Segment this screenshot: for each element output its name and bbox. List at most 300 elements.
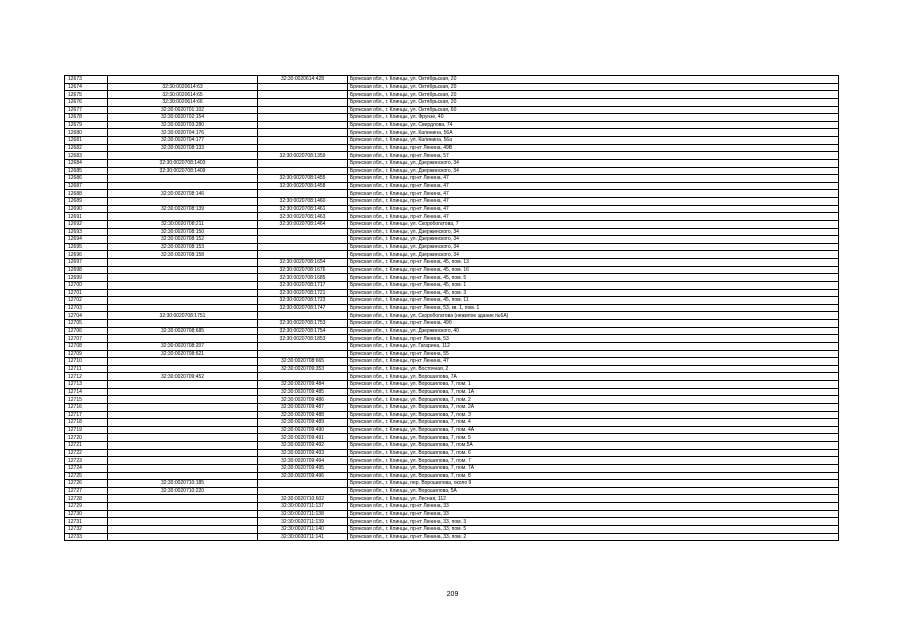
address-cell: Брянская обл., г. Клинцы, ул. Ворошилова, 7А (348, 373, 839, 381)
premises-cadastral-number-cell (258, 236, 348, 244)
premises-cadastral-number-cell: 32:30:0020711:141 (258, 533, 348, 541)
premises-cadastral-number-cell: 32:30:0020708:1754 (258, 327, 348, 335)
premises-cadastral-number-cell (258, 312, 348, 320)
cadastral-number-cell: 32:30:0020704:176 (108, 129, 258, 137)
premises-cadastral-number-cell: 32:30:0020709:484 (258, 381, 348, 389)
table-row (65, 411, 839, 419)
table-row (65, 342, 839, 350)
cadastral-number-cell (108, 495, 258, 503)
address-cell: Брянская обл., г. Клинцы, ул. Ворошилова, 7, пом. 1 (348, 381, 839, 389)
table-row (65, 327, 839, 335)
cadastral-number-cell (108, 442, 258, 450)
premises-cadastral-number-cell: 32:30:0020709:486 (258, 396, 348, 404)
row-number-cell: 12706 (65, 327, 108, 335)
address-cell: Брянская обл., г. Клинцы, ул. Ворошилова, 7, пом. 1А (348, 388, 839, 396)
table-row (65, 312, 839, 320)
table-row (65, 259, 839, 267)
table-row (65, 472, 839, 480)
address-cell: Брянская обл., г. Клинцы, пер. Ворошилова, около 9 (348, 480, 839, 488)
address-cell: Брянская обл., г. Клинцы, пр-кт Ленина, 33 (348, 503, 839, 511)
cadastral-number-cell (108, 525, 258, 533)
table-row (65, 91, 839, 99)
cadastral-number-cell: 32:30:0020708:150 (108, 228, 258, 236)
premises-cadastral-number-cell (258, 144, 348, 152)
address-cell: Брянская обл., г. Клинцы, пр-кт Ленина, 49б (348, 320, 839, 328)
table-row (65, 320, 839, 328)
row-number-cell: 12707 (65, 335, 108, 343)
table-row (65, 228, 839, 236)
cadastral-number-cell (108, 259, 258, 267)
row-number-cell: 12711 (65, 365, 108, 373)
row-number-cell: 12721 (65, 442, 108, 450)
table-row (65, 518, 839, 526)
premises-cadastral-number-cell: 32:30:0020708:1685 (258, 274, 348, 282)
row-number-cell: 12719 (65, 426, 108, 434)
row-number-cell: 12724 (65, 464, 108, 472)
address-cell: Брянская обл., г. Клинцы, ул. Ворошилова, 7, пом. 3 (348, 411, 839, 419)
row-number-cell: 12686 (65, 175, 108, 183)
row-number-cell: 12690 (65, 205, 108, 213)
row-number-cell: 12675 (65, 91, 108, 99)
table-row (65, 129, 839, 137)
table-row (65, 281, 839, 289)
cadastral-number-cell (108, 320, 258, 328)
table-row (65, 182, 839, 190)
table-row (65, 243, 839, 251)
address-cell: Брянская обл., г. Клинцы, ул. Октябрьская, 20 (348, 98, 839, 106)
address-cell: Брянская обл., г. Клинцы, пр-кт Ленина, 33, пом. 3 (348, 518, 839, 526)
row-number-cell: 12708 (65, 342, 108, 350)
cadastral-number-cell: 32:30:0020614:66 (108, 98, 258, 106)
table-row (65, 373, 839, 381)
cadastral-number-cell (108, 76, 258, 84)
cadastral-number-cell (108, 274, 258, 282)
premises-cadastral-number-cell: 32:30:0020709:487 (258, 403, 348, 411)
cadastral-number-cell (108, 213, 258, 221)
premises-cadastral-number-cell: 32:30:0020708:1717 (258, 281, 348, 289)
table-row (65, 335, 839, 343)
table-row (65, 144, 839, 152)
address-cell: Брянская обл., г. Клинцы, пр-кт Ленина, 53, кв. 1, пом. 1 (348, 304, 839, 312)
premises-cadastral-number-cell: 32:30:0020711:137 (258, 503, 348, 511)
table-row (65, 274, 839, 282)
cadastral-number-cell: 32:30:0020701:102 (108, 106, 258, 114)
row-number-cell: 12732 (65, 525, 108, 533)
row-number-cell: 12697 (65, 259, 108, 267)
row-number-cell: 12728 (65, 495, 108, 503)
table-row (65, 76, 839, 84)
row-number-cell: 12730 (65, 510, 108, 518)
premises-cadastral-number-cell (258, 106, 348, 114)
address-cell: Брянская обл., г. Клинцы, пр-кт Ленина, 53 (348, 335, 839, 343)
address-cell: Брянская обл., г. Клинцы, пр-кт Ленина, 47 (348, 175, 839, 183)
address-cell: Брянская обл., г. Клинцы, ул. Дзержинского, 34 (348, 159, 839, 167)
table-row (65, 381, 839, 389)
premises-cadastral-number-cell (258, 251, 348, 259)
premises-cadastral-number-cell: 32:30:0020708:1721 (258, 289, 348, 297)
row-number-cell: 12677 (65, 106, 108, 114)
premises-cadastral-number-cell: 32:30:0020711:138 (258, 510, 348, 518)
cadastral-number-cell: 32:30:0020708:152 (108, 236, 258, 244)
cadastral-number-cell: 32:30:0020704:177 (108, 137, 258, 145)
address-cell: Брянская обл., г. Клинцы, пр-кт Ленина, 49В (348, 144, 839, 152)
table-row (65, 533, 839, 541)
address-cell: Брянская обл., г. Клинцы, пр-кт Ленина, 55 (348, 350, 839, 358)
premises-cadastral-number-cell: 32:30:0020708:1753 (258, 320, 348, 328)
row-number-cell: 12709 (65, 350, 108, 358)
cadastral-number-cell (108, 434, 258, 442)
address-cell: Брянская обл., г. Клинцы, ул. Октябрьская, 20 (348, 76, 839, 84)
address-cell: Брянская обл., г. Клинцы, ул. Лесная, 112 (348, 495, 839, 503)
address-cell: Брянская обл., г. Клинцы, ул. Ворошилова, 7, пом.5А (348, 442, 839, 450)
address-cell: Брянская обл., г. Клинцы, ул. Свердлова, 74 (348, 121, 839, 129)
cadastral-number-cell (108, 182, 258, 190)
address-cell: Брянская обл., г. Клинцы, ул. Ворошилова, 7, пом. 2 (348, 396, 839, 404)
cadastral-number-cell (108, 266, 258, 274)
row-number-cell: 12681 (65, 137, 108, 145)
row-number-cell: 12729 (65, 503, 108, 511)
premises-cadastral-number-cell (258, 98, 348, 106)
address-cell: Брянская обл., г. Клинцы, ул. Дзержинского, 34 (348, 251, 839, 259)
premises-cadastral-number-cell: 32:30:0020709:488 (258, 411, 348, 419)
row-number-cell: 12685 (65, 167, 108, 175)
address-cell: Брянская обл., г. Клинцы, пр-кт Ленина, 47 (348, 358, 839, 366)
cadastral-number-cell (108, 198, 258, 206)
cadastral-number-cell (108, 518, 258, 526)
address-cell: Брянская обл., г. Клинцы, пр-кт Ленина, 45, пом. 1 (348, 281, 839, 289)
address-cell: Брянская обл., г. Клинцы, пр-кт Ленина, 47 (348, 182, 839, 190)
cadastral-number-cell: 32:30:0020708:207 (108, 342, 258, 350)
table-row (65, 464, 839, 472)
row-number-cell: 12710 (65, 358, 108, 366)
table-row (65, 167, 839, 175)
table-row (65, 114, 839, 122)
address-cell: Брянская обл., г. Клинцы, пр-кт Ленина, 47 (348, 198, 839, 206)
row-number-cell: 12689 (65, 198, 108, 206)
table-row (65, 121, 839, 129)
table-row (65, 83, 839, 91)
row-number-cell: 12684 (65, 159, 108, 167)
premises-cadastral-number-cell: 32:30:0020709:495 (258, 464, 348, 472)
cadastral-number-cell: 32:30:0020708:139 (108, 205, 258, 213)
cadastral-number-cell (108, 289, 258, 297)
cadastral-number-cell: 32:30:0020702:154 (108, 114, 258, 122)
premises-cadastral-number-cell (258, 373, 348, 381)
row-number-cell: 12698 (65, 266, 108, 274)
address-cell: Брянская обл., г. Клинцы, пр-кт Ленина, 33, пом. 5 (348, 525, 839, 533)
table-row (65, 220, 839, 228)
row-number-cell: 12718 (65, 419, 108, 427)
premises-cadastral-number-cell: 32:30:0020709:489 (258, 419, 348, 427)
address-cell: Брянская обл., г. Клинцы, ул. Скоробогатова, 7 (348, 220, 839, 228)
address-cell: Брянская обл., г. Клинцы, ул. Октябрьская, 20 (348, 91, 839, 99)
table-row (65, 403, 839, 411)
premises-cadastral-number-cell: 32:30:0020708:1460 (258, 198, 348, 206)
table-row (65, 388, 839, 396)
table-row (65, 525, 839, 533)
cadastral-number-cell (108, 388, 258, 396)
cadastral-number-cell (108, 449, 258, 457)
address-cell: Брянская обл., г. Клинцы, ул. Дзержинского, 34 (348, 228, 839, 236)
row-number-cell: 12702 (65, 297, 108, 305)
table-row (65, 289, 839, 297)
row-number-cell: 12692 (65, 220, 108, 228)
address-cell: Брянская обл., г. Клинцы, пр-кт Ленина, 45, пом. 13 (348, 259, 839, 267)
address-cell: Брянская обл., г. Клинцы, ул. Восточная, 2 (348, 365, 839, 373)
cadastral-number-cell: 32:30:0020708:133 (108, 144, 258, 152)
table-row (65, 396, 839, 404)
cadastral-number-cell (108, 175, 258, 183)
row-number-cell: 12726 (65, 480, 108, 488)
address-cell: Брянская обл., г. Клинцы, ул. Ворошилова, 7, пом. 6 (348, 449, 839, 457)
premises-cadastral-number-cell: 32:30:0020709:492 (258, 442, 348, 450)
address-cell: Брянская обл., г. Клинцы, ул. Дзержинского, 34 (348, 236, 839, 244)
page-number: 209 (446, 591, 459, 598)
table-row (65, 426, 839, 434)
row-number-cell: 12703 (65, 304, 108, 312)
address-cell: Брянская обл., г. Клинцы, ул. Ворошилова, 7, пом. 2А (348, 403, 839, 411)
table-row (65, 297, 839, 305)
address-cell: Брянская обл., г. Клинцы, ул. Калинина, 56а (348, 137, 839, 145)
table-row (65, 159, 839, 167)
cadastral-number-cell: 32:30:0020708:153 (108, 243, 258, 251)
premises-cadastral-number-cell: 32:30:0020711:140 (258, 525, 348, 533)
table-row (65, 358, 839, 366)
table-row (65, 304, 839, 312)
row-number-cell: 12687 (65, 182, 108, 190)
address-cell: Брянская обл., г. Клинцы, пр-кт Ленина, 33, пом. 2 (348, 533, 839, 541)
address-cell: Брянская обл., г. Клинцы, ул. Ворошилова, 5А (348, 487, 839, 495)
address-cell: Брянская обл., г. Клинцы, ул. Октябрьская, 60 (348, 106, 839, 114)
premises-cadastral-number-cell: 32:30:0020614:428 (258, 76, 348, 84)
premises-cadastral-number-cell (258, 91, 348, 99)
table-row (65, 266, 839, 274)
premises-cadastral-number-cell (258, 480, 348, 488)
cadastral-number-cell (108, 381, 258, 389)
cadastral-number-cell (108, 464, 258, 472)
table-row (65, 175, 839, 183)
cadastral-number-cell: 32:30:0020708:211 (108, 220, 258, 228)
row-number-cell: 12676 (65, 98, 108, 106)
table-row (65, 480, 839, 488)
cadastral-number-cell: 32:30:0020708:621 (108, 350, 258, 358)
row-number-cell: 12705 (65, 320, 108, 328)
premises-cadastral-number-cell: 32:30:0020709:490 (258, 426, 348, 434)
row-number-cell: 12716 (65, 403, 108, 411)
cadastral-number-cell: 32:30:0020708:1751 (108, 312, 258, 320)
row-number-cell: 12731 (65, 518, 108, 526)
cadastral-number-cell: 32:30:0020710:185 (108, 480, 258, 488)
row-number-cell: 12713 (65, 381, 108, 389)
row-number-cell: 12696 (65, 251, 108, 259)
row-number-cell: 12722 (65, 449, 108, 457)
row-number-cell: 12725 (65, 472, 108, 480)
cadastral-number-cell: 32:30:0020708:158 (108, 251, 258, 259)
row-number-cell: 12678 (65, 114, 108, 122)
address-cell: Брянская обл., г. Клинцы, пр-кт Ленина, 47 (348, 213, 839, 221)
address-cell: Брянская обл., г. Клинцы, ул. Ворошилова, 7, пом. 7А (348, 464, 839, 472)
premises-cadastral-number-cell: 32:30:0020708:1464 (258, 220, 348, 228)
premises-cadastral-number-cell (258, 228, 348, 236)
row-number-cell: 12700 (65, 281, 108, 289)
cadastral-number-cell (108, 297, 258, 305)
premises-cadastral-number-cell (258, 137, 348, 145)
address-cell: Брянская обл., г. Клинцы, ул. Фрунзе, 40 (348, 114, 839, 122)
table-row (65, 457, 839, 465)
row-number-cell: 12715 (65, 396, 108, 404)
cadastral-number-cell (108, 365, 258, 373)
table-row (65, 106, 839, 114)
address-cell: Брянская обл., г. Клинцы, ул. Скоробогатова (нежилое здание №6А) (348, 312, 839, 320)
cadastral-number-cell: 32:30:0020708:1409 (108, 167, 258, 175)
row-number-cell: 12679 (65, 121, 108, 129)
row-number-cell: 12694 (65, 236, 108, 244)
cadastral-number-cell (108, 419, 258, 427)
premises-cadastral-number-cell (258, 159, 348, 167)
cadastral-number-cell (108, 403, 258, 411)
cadastral-number-cell: 32:30:0020710:220 (108, 487, 258, 495)
premises-cadastral-number-cell (258, 243, 348, 251)
row-number-cell: 12723 (65, 457, 108, 465)
row-number-cell: 12714 (65, 388, 108, 396)
premises-cadastral-number-cell: 32:30:0020711:139 (258, 518, 348, 526)
address-cell: Брянская обл., г. Клинцы, пр-кт Ленина, 45, пом. 5 (348, 274, 839, 282)
row-number-cell: 12733 (65, 533, 108, 541)
row-number-cell: 12699 (65, 274, 108, 282)
table-row (65, 487, 839, 495)
premises-cadastral-number-cell (258, 167, 348, 175)
premises-cadastral-number-cell (258, 129, 348, 137)
table-row (65, 449, 839, 457)
address-cell: Брянская обл., г. Клинцы, ул. Ворошилова, 7, пом. 4А (348, 426, 839, 434)
row-number-cell: 12688 (65, 190, 108, 198)
cadastral-number-cell (108, 457, 258, 465)
premises-cadastral-number-cell: 32:30:0020708:1676 (258, 266, 348, 274)
address-cell: Брянская обл., г. Клинцы, ул. Дзержинского, 34 (348, 167, 839, 175)
row-number-cell: 12680 (65, 129, 108, 137)
premises-cadastral-number-cell: 32:30:0020709:353 (258, 365, 348, 373)
cadastral-number-cell (108, 510, 258, 518)
cadastral-table-body (65, 76, 839, 541)
address-cell: Брянская обл., г. Клинцы, ул. Ворошилова, 7, пом. 7 (348, 457, 839, 465)
premises-cadastral-number-cell: 32:30:0020708:1723 (258, 297, 348, 305)
table-row (65, 198, 839, 206)
premises-cadastral-number-cell: 32:30:0020709:493 (258, 449, 348, 457)
address-cell: Брянская обл., г. Клинцы, пр-кт Ленина, 47 (348, 205, 839, 213)
table-row (65, 503, 839, 511)
row-number-cell: 12682 (65, 144, 108, 152)
address-cell: Брянская обл., г. Клинцы, ул. Гагарина, 112 (348, 342, 839, 350)
table-row (65, 152, 839, 160)
cadastral-number-cell: 32:30:0020614:63 (108, 83, 258, 91)
cadastral-number-cell (108, 503, 258, 511)
cadastral-number-cell (108, 396, 258, 404)
row-number-cell: 12695 (65, 243, 108, 251)
premises-cadastral-number-cell (258, 83, 348, 91)
premises-cadastral-number-cell (258, 342, 348, 350)
cadastral-number-cell (108, 411, 258, 419)
table-row (65, 510, 839, 518)
address-cell: Брянская обл., г. Клинцы, ул. Калинина, 56А (348, 129, 839, 137)
premises-cadastral-number-cell: 32:30:0020708:1463 (258, 213, 348, 221)
table-row (65, 419, 839, 427)
address-cell: Брянская обл., г. Клинцы, пр-кт Ленина, 47 (348, 190, 839, 198)
row-number-cell: 12683 (65, 152, 108, 160)
address-cell: Брянская обл., г. Клинцы, пр-кт Ленина, 45, пом. 16 (348, 266, 839, 274)
premises-cadastral-number-cell (258, 350, 348, 358)
table-row (65, 213, 839, 221)
premises-cadastral-number-cell: 32:30:0020708:1359 (258, 152, 348, 160)
table-row (65, 137, 839, 145)
premises-cadastral-number-cell (258, 121, 348, 129)
address-cell: Брянская обл., г. Клинцы, пр-кт Ленина, 57 (348, 152, 839, 160)
cadastral-number-cell: 32:30:0020614:65 (108, 91, 258, 99)
table-row (65, 251, 839, 259)
cadastral-number-cell (108, 426, 258, 434)
premises-cadastral-number-cell: 32:30:0020708:1455 (258, 175, 348, 183)
address-cell: Брянская обл., г. Клинцы, ул. Дзержинского, 40 (348, 327, 839, 335)
table-row (65, 442, 839, 450)
row-number-cell: 12673 (65, 76, 108, 84)
premises-cadastral-number-cell (258, 190, 348, 198)
cadastral-number-cell: 32:30:0020703:280 (108, 121, 258, 129)
premises-cadastral-number-cell: 32:30:0020709:485 (258, 388, 348, 396)
premises-cadastral-number-cell: 32:30:0020708:1853 (258, 335, 348, 343)
premises-cadastral-number-cell: 32:30:0020709:494 (258, 457, 348, 465)
premises-cadastral-number-cell (258, 487, 348, 495)
table-row (65, 98, 839, 106)
cadastral-number-cell (108, 335, 258, 343)
premises-cadastral-number-cell: 32:30:0020709:491 (258, 434, 348, 442)
address-cell: Брянская обл., г. Клинцы, ул. Ворошилова, 7, пом. 5 (348, 434, 839, 442)
address-cell: Брянская обл., г. Клинцы, ул. Октябрьская, 20 (348, 83, 839, 91)
premises-cadastral-number-cell: 32:30:0020708:1654 (258, 259, 348, 267)
address-cell: Брянская обл., г. Клинцы, пр-кт Ленина, 33 (348, 510, 839, 518)
table-row (65, 236, 839, 244)
cadastral-number-cell: 32:30:0020708:146 (108, 190, 258, 198)
cadastral-number-cell (108, 472, 258, 480)
address-cell: Брянская обл., г. Клинцы, ул. Ворошилова, 7, пом. 4 (348, 419, 839, 427)
table-row (65, 495, 839, 503)
row-number-cell: 12727 (65, 487, 108, 495)
table-row (65, 365, 839, 373)
cadastral-number-cell: 32:30:0020708:1403 (108, 159, 258, 167)
row-number-cell: 12691 (65, 213, 108, 221)
premises-cadastral-number-cell: 32:30:0020708:1461 (258, 205, 348, 213)
row-number-cell: 12693 (65, 228, 108, 236)
row-number-cell: 12674 (65, 83, 108, 91)
row-number-cell: 12704 (65, 312, 108, 320)
premises-cadastral-number-cell: 32:30:0020708:665 (258, 358, 348, 366)
cadastral-number-cell (108, 152, 258, 160)
table-row (65, 190, 839, 198)
cadastral-number-cell (108, 533, 258, 541)
cadastral-number-cell (108, 304, 258, 312)
table-row (65, 350, 839, 358)
premises-cadastral-number-cell: 32:30:0020710:602 (258, 495, 348, 503)
address-cell: Брянская обл., г. Клинцы, ул. Дзержинского, 34 (348, 243, 839, 251)
row-number-cell: 12720 (65, 434, 108, 442)
cadastral-number-cell (108, 281, 258, 289)
table-row (65, 205, 839, 213)
cadastral-number-cell: 32:30:0020708:685 (108, 327, 258, 335)
row-number-cell: 12712 (65, 373, 108, 381)
premises-cadastral-number-cell: 32:30:0020709:496 (258, 472, 348, 480)
premises-cadastral-number-cell: 32:30:0020708:1458 (258, 182, 348, 190)
premises-cadastral-number-cell (258, 114, 348, 122)
table-row (65, 434, 839, 442)
cadastral-table (64, 75, 839, 541)
